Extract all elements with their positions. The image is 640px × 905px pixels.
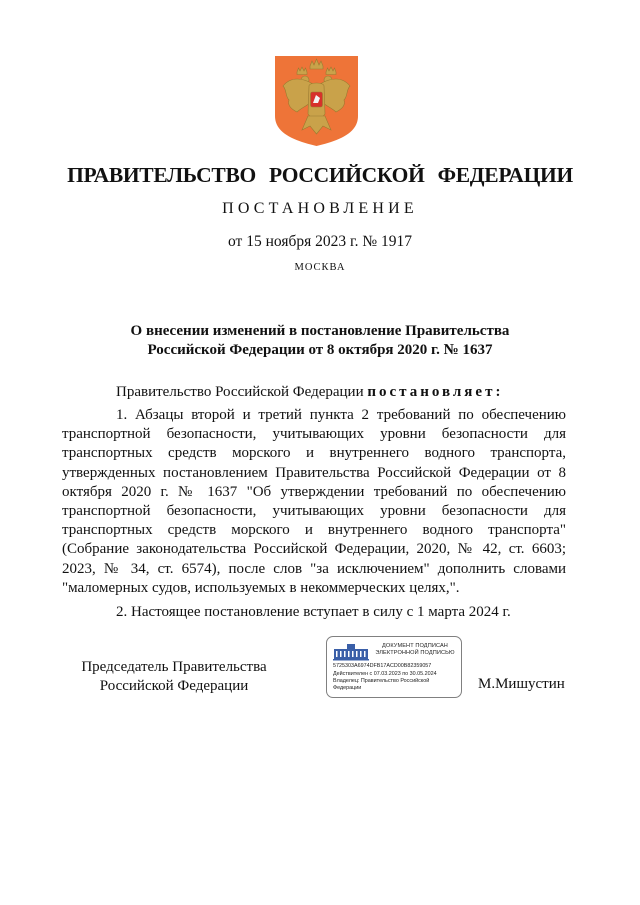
signer-name: М.Мишустин — [478, 676, 565, 692]
stamp-title-line-1: ДОКУМЕНТ ПОДПИСАН — [382, 643, 448, 649]
signer-position-line-1: Председатель Правительства — [81, 659, 267, 675]
stamp-validity: Действителен с 07.03.2023 по 30.05.2024 — [333, 671, 437, 677]
coat-of-arms-emblem — [275, 56, 358, 146]
document-type: ПОСТАНОВЛЕНИЕ — [222, 200, 418, 217]
preamble-decree-word: постановляет: — [367, 384, 504, 400]
government-title: ПРАВИТЕЛЬСТВО РОССИЙСКОЙ ФЕДЕРАЦИИ — [67, 163, 573, 187]
signer-position-line-2: Российской Федерации — [99, 678, 249, 694]
document-date-number: от 15 ноября 2023 г. № 1917 — [228, 233, 412, 250]
stamp-title-line-2: ЭЛЕКТРОННОЙ ПОДПИСЬЮ — [375, 649, 455, 656]
paragraph-2: 2. Настоящее постановление вступает в силу с 1 марта 2024 г. — [116, 604, 511, 620]
preamble — [116, 384, 503, 401]
stamp-owner-line-2: Федерации — [333, 685, 362, 691]
document-subject — [80, 322, 560, 360]
signer-position — [80, 658, 268, 696]
subject-line-2: Российской Федерации от 8 октября 2020 г. № 1637 — [147, 342, 493, 358]
document-city: МОСКВА — [294, 262, 346, 273]
stamp-owner-line-1: Владелец: Правительство Российской — [333, 678, 430, 684]
paragraph-1: 1. Абзацы второй и третий пункта 2 требований по обеспечению транспортной безопасности, учитывающих уровни безопасности для транспортных средств морского и внутреннего водного транспорта, утвержденных постановлением Правительства Российской Федерации от 8 октября 2020 г. № 1637 "Об утверждении требований по обеспечению транспортной безопасности, учитывающих уровни безопасности для транспортных средств морского и внутреннего водного транспорта" (Собрание законодательства Российской Федерации, 2020, № 42, ст. 6603; 2023, № 34, ст. 6574), после слов "за исключением" дополнить словами "маломерных судов, используемых в некоммерческих целях,". — [62, 407, 566, 596]
stamp-title — [371, 643, 459, 656]
preamble-text: Правительство Российской Федерации — [116, 384, 368, 400]
stamp-serial: 5725303A6974DFB17ACD00B82359057 — [333, 663, 432, 669]
government-building-icon — [333, 643, 369, 661]
electronic-signature-stamp — [326, 636, 462, 698]
subject-line-1: О внесении изменений в постановление Правительства — [130, 323, 510, 339]
